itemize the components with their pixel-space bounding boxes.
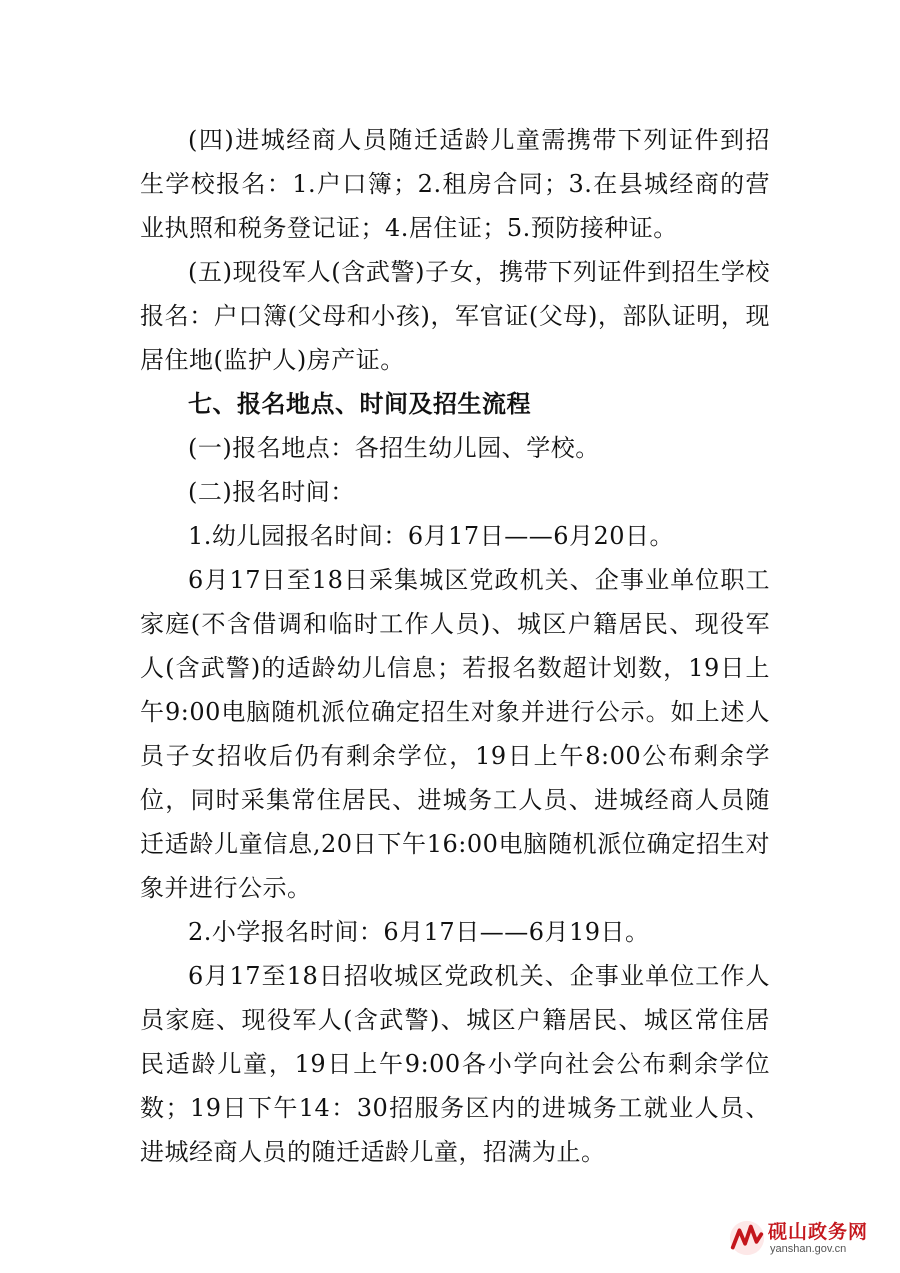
paragraph-primary-time: 2.小学报名时间：6月17日——6月19日。 xyxy=(188,918,650,946)
paragraph-5-military-docs: (五)现役军人(含武警)子女，携带下列证件到招生学校报名：户口簿(父母和小孩)，军官证(父母)，部队证明，现居住地(监护人)房产证。 xyxy=(140,258,770,374)
paragraph-primary-process: 6月17至18日招收城区党政机关、企事业单位工作人员家庭、现役军人(含武警)、城区户籍居民、城区常住居民适龄儿童，19日上午9:00各小学向社会公布剩余学位数；19日下午14：30招服务区内的进城务工就业人员、进城经商人员的随迁适龄儿童，招满为止。 xyxy=(140,962,770,1166)
paragraph-registration-location: (一)报名地点：各招生幼儿园、学校。 xyxy=(188,434,600,462)
site-watermark xyxy=(728,1213,888,1265)
paragraph-4-migrant-merchant-docs: (四)进城经商人员随迁适龄儿童需携带下列证件到招生学校报名：1.户口簿；2.租房合同；3.在县城经商的营业执照和税务登记证；4.居住证；5.预防接种证。 xyxy=(140,126,770,242)
section-heading-7: 七、报名地点、时间及招生流程 xyxy=(188,390,531,418)
paragraph-registration-time: (二)报名时间： xyxy=(188,478,355,506)
site-logo-icon xyxy=(728,1219,766,1257)
watermark-url: yanshan.gov.cn xyxy=(770,1243,847,1255)
document-body xyxy=(140,118,770,1174)
watermark-title: 砚山政务网 xyxy=(768,1221,869,1243)
paragraph-kindergarten-process: 6月17日至18日采集城区党政机关、企事业单位职工家庭(不含借调和临时工作人员)、城区户籍居民、现役军人(含武警)的适龄幼儿信息；若报名数超计划数，19日上午9:00电脑随机派位确定招生对象并进行公示。如上述人员子女招收后仍有剩余学位，19日上午8:00公布剩余学位，同时采集常住居民、进城务工人员、进城经商人员随迁适龄儿童信息,20日下午16:00电脑随机派位确定招生对象并进行公示。 xyxy=(140,566,770,902)
paragraph-kindergarten-time: 1.幼儿园报名时间：6月17日——6月20日。 xyxy=(188,522,675,550)
